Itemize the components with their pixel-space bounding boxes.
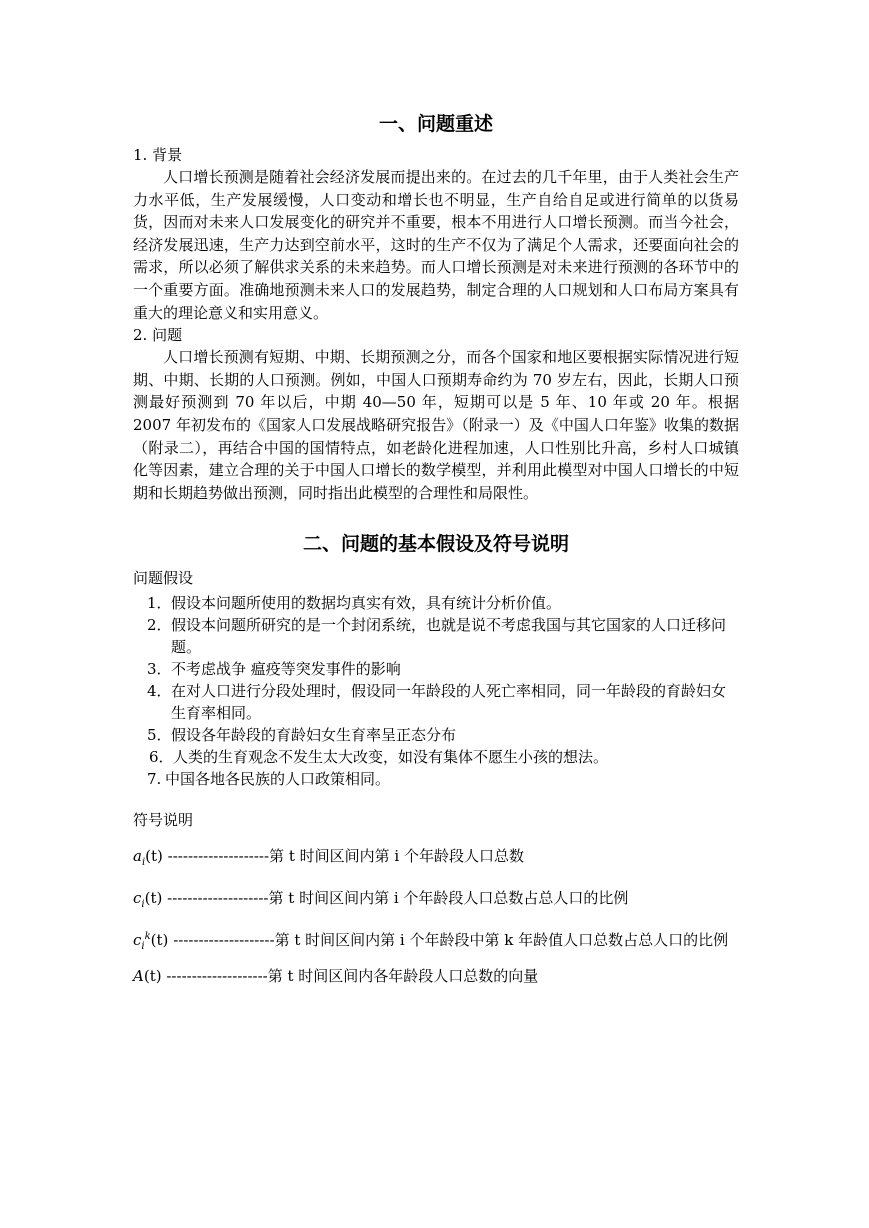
background-heading: 1. 背景	[133, 146, 183, 164]
assumption-item: 4．在对人口进行分段处理时，假设同一年龄段的人死亡率相同，同一年龄段的育龄妇女生育率相同。	[147, 682, 727, 723]
assumption-item: 1．假设本问题所使用的数据均真实有效，具有统计分析价值。	[147, 594, 562, 613]
symbol-description: 第 t 时间区间内第 i 个年龄段中第 k 年龄值人口总数占总人口的比例	[274, 931, 729, 950]
symbol-base: c	[133, 931, 142, 950]
symbol-base: c	[133, 889, 142, 908]
symbol-row: $a_i(t)$ --------------------第 t 时间区间内第 i 个年龄段人口总数	[133, 847, 524, 869]
document-page	[133, 110, 739, 988]
background-paragraph: 人口增长预测是随着社会经济发展而提出来的。在过去的几千年里，由于人类社会生产力水平低，生产发展缓慢，人口变动和增长也不明显，生产自给自足或进行简单的以货易货，因而对未来人口发展变化的研究并不重要，根本不用进行人口增长预测。而当今社会，经济发展迅速，生产力达到空前水平，这时的生产不仅为了满足个人需求，还要面向社会的需求，所以必须了解供求关系的未来趋势。而人口增长预测是对未来进行预测的各环节中的一个重要方面。准确地预测未来人口的发展趋势，制定合理的人口规划和人口布局方案具有重大的理论意义和实用意义。	[133, 168, 739, 322]
section-1-title: 一、问题重述	[378, 113, 493, 135]
assumption-item: 3．不考虑战争 瘟疫等突发事件的影响	[147, 660, 401, 679]
symbol-description: 第 t 时间区间内各年龄段人口总数的向量	[267, 967, 539, 986]
problem-heading: 2. 问题	[133, 326, 183, 345]
symbol-description: 第 t 时间区间内第 i 个年龄段人口总数占总人口的比例	[268, 889, 629, 908]
symbol-base: a	[133, 847, 142, 866]
assumption-item: 5．假设各年龄段的育龄妇女生育率呈正态分布	[147, 726, 457, 745]
problem-paragraph: 人口增长预测有短期、中期、长期预测之分，而各个国家和地区要根据实际情况进行短期、中期、长期的人口预测。例如，中国人口预期寿命约为 70 岁左右，因此，长期人口预测最好预测到 70 年以后，中期 40—50 年，短期可以是 5 年、10 年或 20 年。根据 2007 年初发布的《国家人口发展战略研究报告》（附录一）及《中国人口年鉴》收集的数据（附录二），再结合中国的国情特点，如老龄化进程加速，人口性别比升高，乡村人口城镇化等因素，建立合理的关于中国人口增长的数学模型，并利用此模型对中国人口增长的中短期和长期趋势做出预测，同时指出此模型的合理性和局限性。	[133, 348, 739, 502]
section-2-title: 二、问题的基本假设及符号说明	[302, 533, 569, 556]
symbol-description: 第 t 时间区间内第 i 个年龄段人口总数	[269, 847, 524, 866]
assumption-item: 2．假设本问题所研究的是一个封闭系统，也就是说不考虑我国与其它国家的人口迁移问题。	[147, 616, 727, 657]
assumptions-heading: 问题假设	[133, 569, 194, 588]
symbol-row: A(t) --------------------第 t 时间区间内各年龄段人口总数的向量	[133, 967, 539, 986]
assumptions-list	[133, 592, 739, 790]
symbol-base: A	[133, 967, 144, 986]
symbols-heading: 符号说明	[133, 811, 194, 830]
assumption-item: 7. 中国各地各民族的人口政策相同。	[147, 770, 391, 789]
assumption-item: 6．人类的生育观念不发生太大改变，如没有集体不愿生小孩的想法。	[149, 748, 609, 767]
symbol-row: $c_i^k(t)$ --------------------第 t 时间区间内第 i 个年龄段中第 k 年龄值人口总数占总人口的比例	[133, 931, 729, 953]
symbol-row: $c_i(t)$ --------------------第 t 时间区间内第 i 个年龄段人口总数占总人口的比例	[133, 889, 629, 911]
